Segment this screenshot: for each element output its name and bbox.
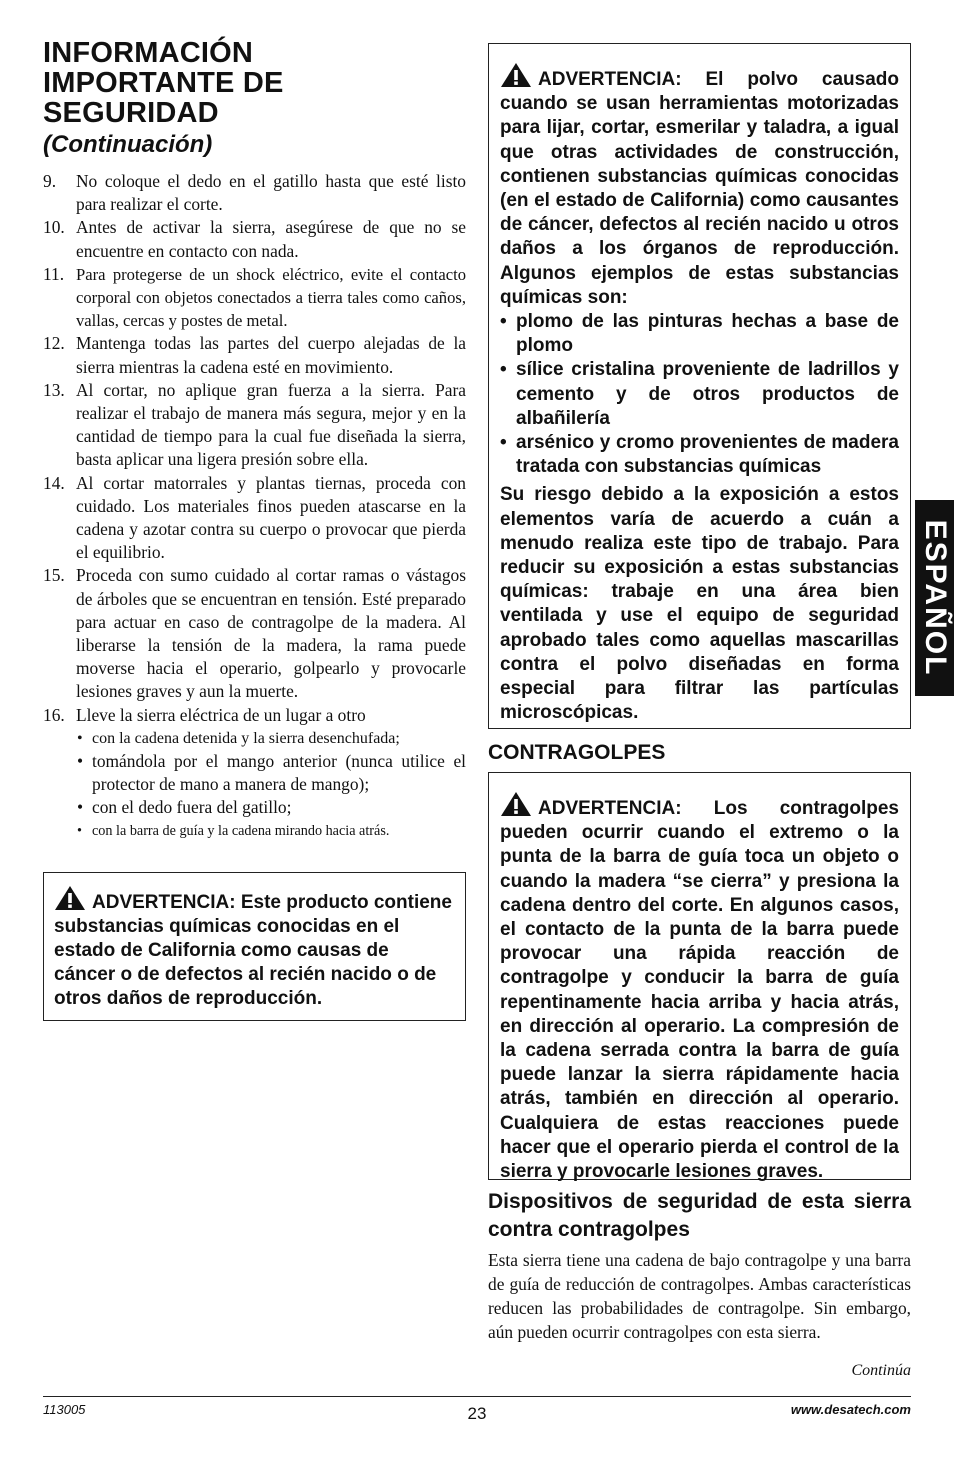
list-item: • con la barra de guía y la cadena mirando hacia atrás. <box>77 822 390 839</box>
list-item: • sílice cristalina proveniente de ladrillos y cemento y de otros productos de albañilería <box>500 359 899 429</box>
left-column <box>43 38 466 843</box>
list-item: 13. Al cortar, no aplique gran fuerza a la sierra. Para realizar el trabajo de manera más segura, mejor y en la cantidad de tiempo para la cual fue diseñada la sierra, basta aplicar una ligera presión sobre ella. <box>43 379 466 470</box>
section-heading-contragolpes: CONTRAGOLPES <box>488 741 666 764</box>
california-warning-box: ADVERTENCIA: Este producto contiene substancias químicas conocidas en el estado de California como causas de cáncer o de defectos al recién nacido o de otros daños de reproducción. <box>43 872 466 1021</box>
list-item: 14. Al cortar matorrales y plantas tiernas, proceda con cuidado. Los materiales finos pueden atascarse en la cadena y azotar contra su cuerpo o provocar que pierda el equilibrio. <box>43 472 466 563</box>
list-item: • plomo de las pinturas hechas a base de plomo <box>500 311 899 357</box>
continues-label: Continúa <box>851 1362 911 1379</box>
document-number: 113005 <box>43 1402 86 1417</box>
page-title: INFORMACIÓN IMPORTANTE DE SEGURIDAD <box>43 37 284 129</box>
rule-16-sublist <box>76 727 466 843</box>
page-subtitle: (Continuación) <box>43 131 213 158</box>
list-item: 9. No coloque el dedo en el gatillo hasta que esté listo para realizar el corte. <box>43 171 466 215</box>
section-heading-dispositivos: Dispositivos de seguridad de esta sierra contra contragolpes <box>488 1190 911 1241</box>
dust-warning-intro: ADVERTENCIA: El polvo causado cuando se usan herramientas motorizadas para lijar, cortar, esmerilar y taladra, a igual que otras actividades de construcción, contienen substancias químicas conocidas (en el estado de California) como causantes de cáncer, defectos al recién nacido u otros daños a los órganos de reproducción. Algunos ejemplos de estas substancias químicas son: <box>500 62 899 310</box>
warning-triangle-icon <box>54 885 86 911</box>
safety-rules-list <box>43 170 466 843</box>
dispositivos-paragraph: Esta sierra tiene una cadena de bajo contragolpe y una barra de guía de reducción de contragolpes. Ambas características reducen las probabilidades de contragolpe. Sin embargo, aún pueden ocurrir contragolpes con esta sierra. <box>488 1250 911 1342</box>
list-item: • tomándola por el mango anterior (nunca utilice el protector de mano a manera de mango); <box>77 751 466 795</box>
website-url: www.desatech.com <box>790 1402 911 1417</box>
warning-triangle-icon <box>500 791 532 817</box>
footer-divider <box>43 1396 911 1397</box>
dust-warning-closing: Su riesgo debido a la exposición a estos elementos varía de acuerdo a cuán a menudo realiza este tipo de trabajo. Para reducir su exposición a estas substancias químicas: trabaje en una área bien ventilada y use el equipo de seguridad aprobado tales como aquellas mascarillas contra el polvo diseñadas en forma especial para filtrar las partículas microscópicas. <box>500 484 899 724</box>
list-item: 10. Antes de activar la sierra, asegúrese de que no se encuentre en contacto con nada. <box>43 217 466 261</box>
kickback-warning-box: ADVERTENCIA: Los contragolpes pueden ocurrir cuando el extremo o la punta de la barra de guía toca un objeto o cuando la madera “se cierra” y presiona la cadena dentro del corte. En algunos casos, el contacto de la punta de la barra puede provocar una rápida reacción de contragolpe y conducir la barra de guía repentinamente hacia arriba y hacia atrás, en dirección al operario. La compresión de la cadena serrada contra la barra de guía puede lanzar la sierra rápidamente hacia atrás, también en dirección al operario. Cualquiera de estas reacciones puede hacer que el operario pierda el control de la sierra y provocarle lesiones graves. <box>488 772 911 1180</box>
list-item: 12. Mantenga todas las partes del cuerpo alejadas de la sierra mientras la cadena esté en movimiento. <box>43 333 466 377</box>
list-item: • con la cadena detenida y la sierra desenchufada; <box>77 729 400 747</box>
list-item: • arsénico y cromo provenientes de madera tratada con substancias químicas <box>500 432 899 478</box>
dust-warning-box <box>488 43 911 729</box>
list-item: 16. Lleve la sierra eléctrica de un lugar a otro • con la cadena detenida y la sierra desenchufada; • tomándola por el mango anterior (nunca utilice el protector de mano a manera de mango); • con el dedo fuera del gatillo; • con la barra de guía y la cadena mirando hacia atrás. <box>43 704 466 843</box>
language-tab: ESPAÑOL <box>915 500 954 696</box>
warning-triangle-icon <box>500 62 532 88</box>
page-number: 23 <box>467 1404 487 1423</box>
list-item: • con el dedo fuera del gatillo; <box>77 797 292 818</box>
list-item: 15. Proceda con sumo cuidado al cortar ramas o vástagos de árboles que se encuentran en tensión. Esté preparado para actuar en caso de contragolpe de la madera. Al liberarse la tensión de la madera, la rama puede moverse hacia el operario, golpearlo y provocarle lesiones graves y aun la muerte. <box>43 565 466 702</box>
list-item: 11. Para protegerse de un shock eléctrico, evite el contacto corporal con objetos conectados a tierra tales como caños, vallas, cercas y postes de metal. <box>43 263 466 331</box>
